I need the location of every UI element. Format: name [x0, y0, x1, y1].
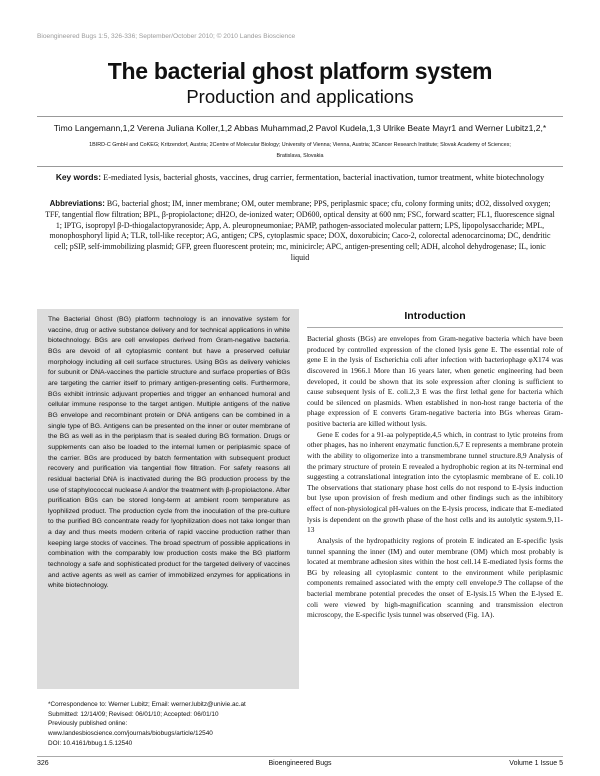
article-url[interactable]: www.landesbioscience.com/journals/biobugs/article/12540: [48, 730, 213, 738]
introduction-body: [307, 334, 563, 621]
keywords-text: E-mediated lysis, bacterial ghosts, vaccines, drug carrier, fermentation, bacterial inactivation, tumor treatment, white biotechnology: [103, 173, 545, 182]
intro-paragraph-1: Bacterial ghosts (BGs) are envelopes from Gram-negative bacteria which have been produced by controlled expression of the cloned lysis gene E. The essential role of gene E in the lysis of Escherichia coli after infection with bacteriophage φX174 was discovered in 1966.1 More than 16 years later, when genetic engineering had been developed, it could be shown that its sole expression after cloning is sufficient to cause subsequent lysis of E. coli.2,3 E was the first lethal gene for bacteria which could be silenced on plasmids. When established in non-host range bacteria of the phage expression of E converts Gram-negative bacteria into BGs whereas Gram-positive bacteria are killed without lysis.: [307, 334, 563, 428]
affiliations-line-2: Bratislava, Slovakia: [276, 153, 324, 159]
author-list: Timo Langemann,1,2 Verena Juliana Koller,1,2 Abbas Muhammad,2 Pavol Kudela,1,3 Ulrike Beate Mayr1 and Werner Lubitz1,2,*: [53, 123, 547, 133]
previously-published: Previously published online:: [48, 720, 128, 728]
abbreviations-block: [45, 199, 555, 264]
affiliations: [37, 140, 563, 162]
page-number: 326: [37, 760, 49, 767]
abstract-text: The Bacterial Ghost (BG) platform technology is an innovative system for vaccine, drug or active substance delivery and for technical applications in white biotechnology. BGs are cell envelopes derived from Gram-negative bacteria. BGs are devoid of all cytoplasmic content but have a preserved cellular morphology including all cell surface structures. Using BGs as delivery vehicles for subunit or DNA-vaccines the particle structure and surface properties of BGs are targeting the carrier itself to primary antigen-presenting cells. Furthermore, BGs exhibit intrinsic adjuvant properties and trigger an enhanced humoral and cellular immune response to the target antigen. Multiple antigens of the native BG envelope and recombinant protein or DNA antigens can be combined in a single type of BG. Antigens can be presented on the inner or outer membrane of the BG as well as in the periplasm that is sealed during BG formation. Drugs or supplements can also be loaded to the internal lumen or periplasmic space of the carrier. BGs are produced by batch fermentation with subsequent product recovery and purification via tangential flow filtration. For safety reasons all residual bacterial DNA is inactivated during the BG production process by the use of staphylococcal nuclease A and/or the treatment with β-propiolactone. After purification BGs can be stored long-term at ambient room temperature as lyophilized product. The production cycle from the inoculation of the pre-culture to the purified BG concentrate ready for lyophilization does not take longer than a day and thus meets modern criteria of rapid vaccine production rather than keeping large stocks of vaccines. The broad spectrum of possible applications in combination with the comparably low production costs make the BG platform technology a safe and sophisticated product for the targeted delivery of vaccines and active agents as well as carrier of immobilized enzymes for applications in white biotechnology.: [48, 316, 290, 590]
journal-citation: Bioengineered Bugs 1:5, 326-336; September/October 2010; © 2010 Landes Bioscience: [37, 33, 296, 40]
title-divider: [37, 116, 563, 117]
footer-divider: [37, 756, 563, 757]
affiliations-line-1: 1BIRD-C GmbH and CoKEG; Kritzendorf, Austria; 2Centre of Molecular Biology; University of Vienna; Vienna, Austria; 3Cancer Research Institute; Slovak Academy of Sciences;: [89, 142, 511, 148]
doi: DOI: 10.4161/bbug.1.5.12540: [48, 739, 133, 747]
abbreviations-label: Abbreviations:: [49, 199, 105, 208]
introduction-divider: [307, 327, 563, 328]
intro-paragraph-3: Analysis of the hydropathicity regions of protein E indicated an E-specific lysis tunnel spanning the inner (IM) and outer membrane (OM) which most probably is located at membrane adhesion sites within the host cell.14 E-mediated lysis forms the BG by releasing all cytoplasmic content to the environment while periplasmic components remained associated with the empty cell envelope.9 The collapse of the bacterial membrane potential precedes the onset of E-lysis.15 When the E-lysed E. coli were viewed by high-magnification scanning and transmission electron microscopy, the E-specific lysis tunnel was observed (Fig. 1A).: [307, 535, 563, 620]
intro-paragraph-2: Gene E codes for a 91-aa polypeptide,4,5 which, in contrast to lytic proteins from other phages, has no inherent enzymatic function.6,7 E represents a membrane protein with the ability to oligomerize into a transmembrane tunnel structure.8,9 Analysis of the primary structure of protein E revealed a hydrophobic region at its N-terminal end suggesting a cotranslational integration into the cytoplasmic membrane of E. coli.10 The observations that stationary phase host cells do not respond to E-lysis induction but lyse upon provision of fresh medium and other findings such as the inhibitory effect of non-physiological pH-values on the E-lysis process, indicate that E-mediated lysis is dependent on the growth phase of the host cells and its autolytic system.9,11-13: [307, 429, 563, 535]
affiliations-divider: [37, 166, 563, 167]
article-title: The bacterial ghost platform system: [107, 58, 493, 84]
introduction-heading: Introduction: [404, 310, 466, 322]
footer-issue: Volume 1 Issue 5: [509, 760, 563, 767]
correspondence: *Correspondence to: Werner Lubitz; Email: werner.lubitz@univie.ac.at: [48, 701, 246, 708]
footer-journal: Bioengineered Bugs: [268, 760, 332, 767]
abbreviations-text: BG, bacterial ghost; IM, inner membrane; OM, outer membrane; PPS, periplasmic space; cfu, colony forming units; dO2, dissolved oxygen; TFF, tangential flow filtration; BPL, β-propiolactone; dH2O, de-ionized water; OD600, optical density at 600 nm; FSC, forward scatter; FL1, fluorescence signal 1; IPTG, isopropyl β-D-thiogalactopyranoside; App, A. pleuropneumoniae; PAMP, pathogen-associated molecular pattern; LPS, lipopolysaccharide; MPL, monophosphoryl lipid A; TLR, toll-like receptor; AG, antigen; CPS, cytoplasmic space; DOX, doxorubicin; Caco-2, colorectal adenocarcinoma; DC, dendritic cell; pSIP, self-immobilizing plasmid; GFP, green fluorescent protein; mc, minicircle; APC, antigen-presenting cell; ADH, alcohol dehydrogenase; IL, ionic liquid: [45, 199, 555, 262]
keywords-block: [37, 172, 563, 183]
keywords-label: Key words:: [55, 172, 101, 182]
submission-dates: Submitted: 12/14/09; Revised: 06/01/10; Accepted: 06/01/10: [48, 710, 219, 718]
footnotes: [48, 700, 298, 749]
article-subtitle: Production and applications: [186, 86, 414, 107]
